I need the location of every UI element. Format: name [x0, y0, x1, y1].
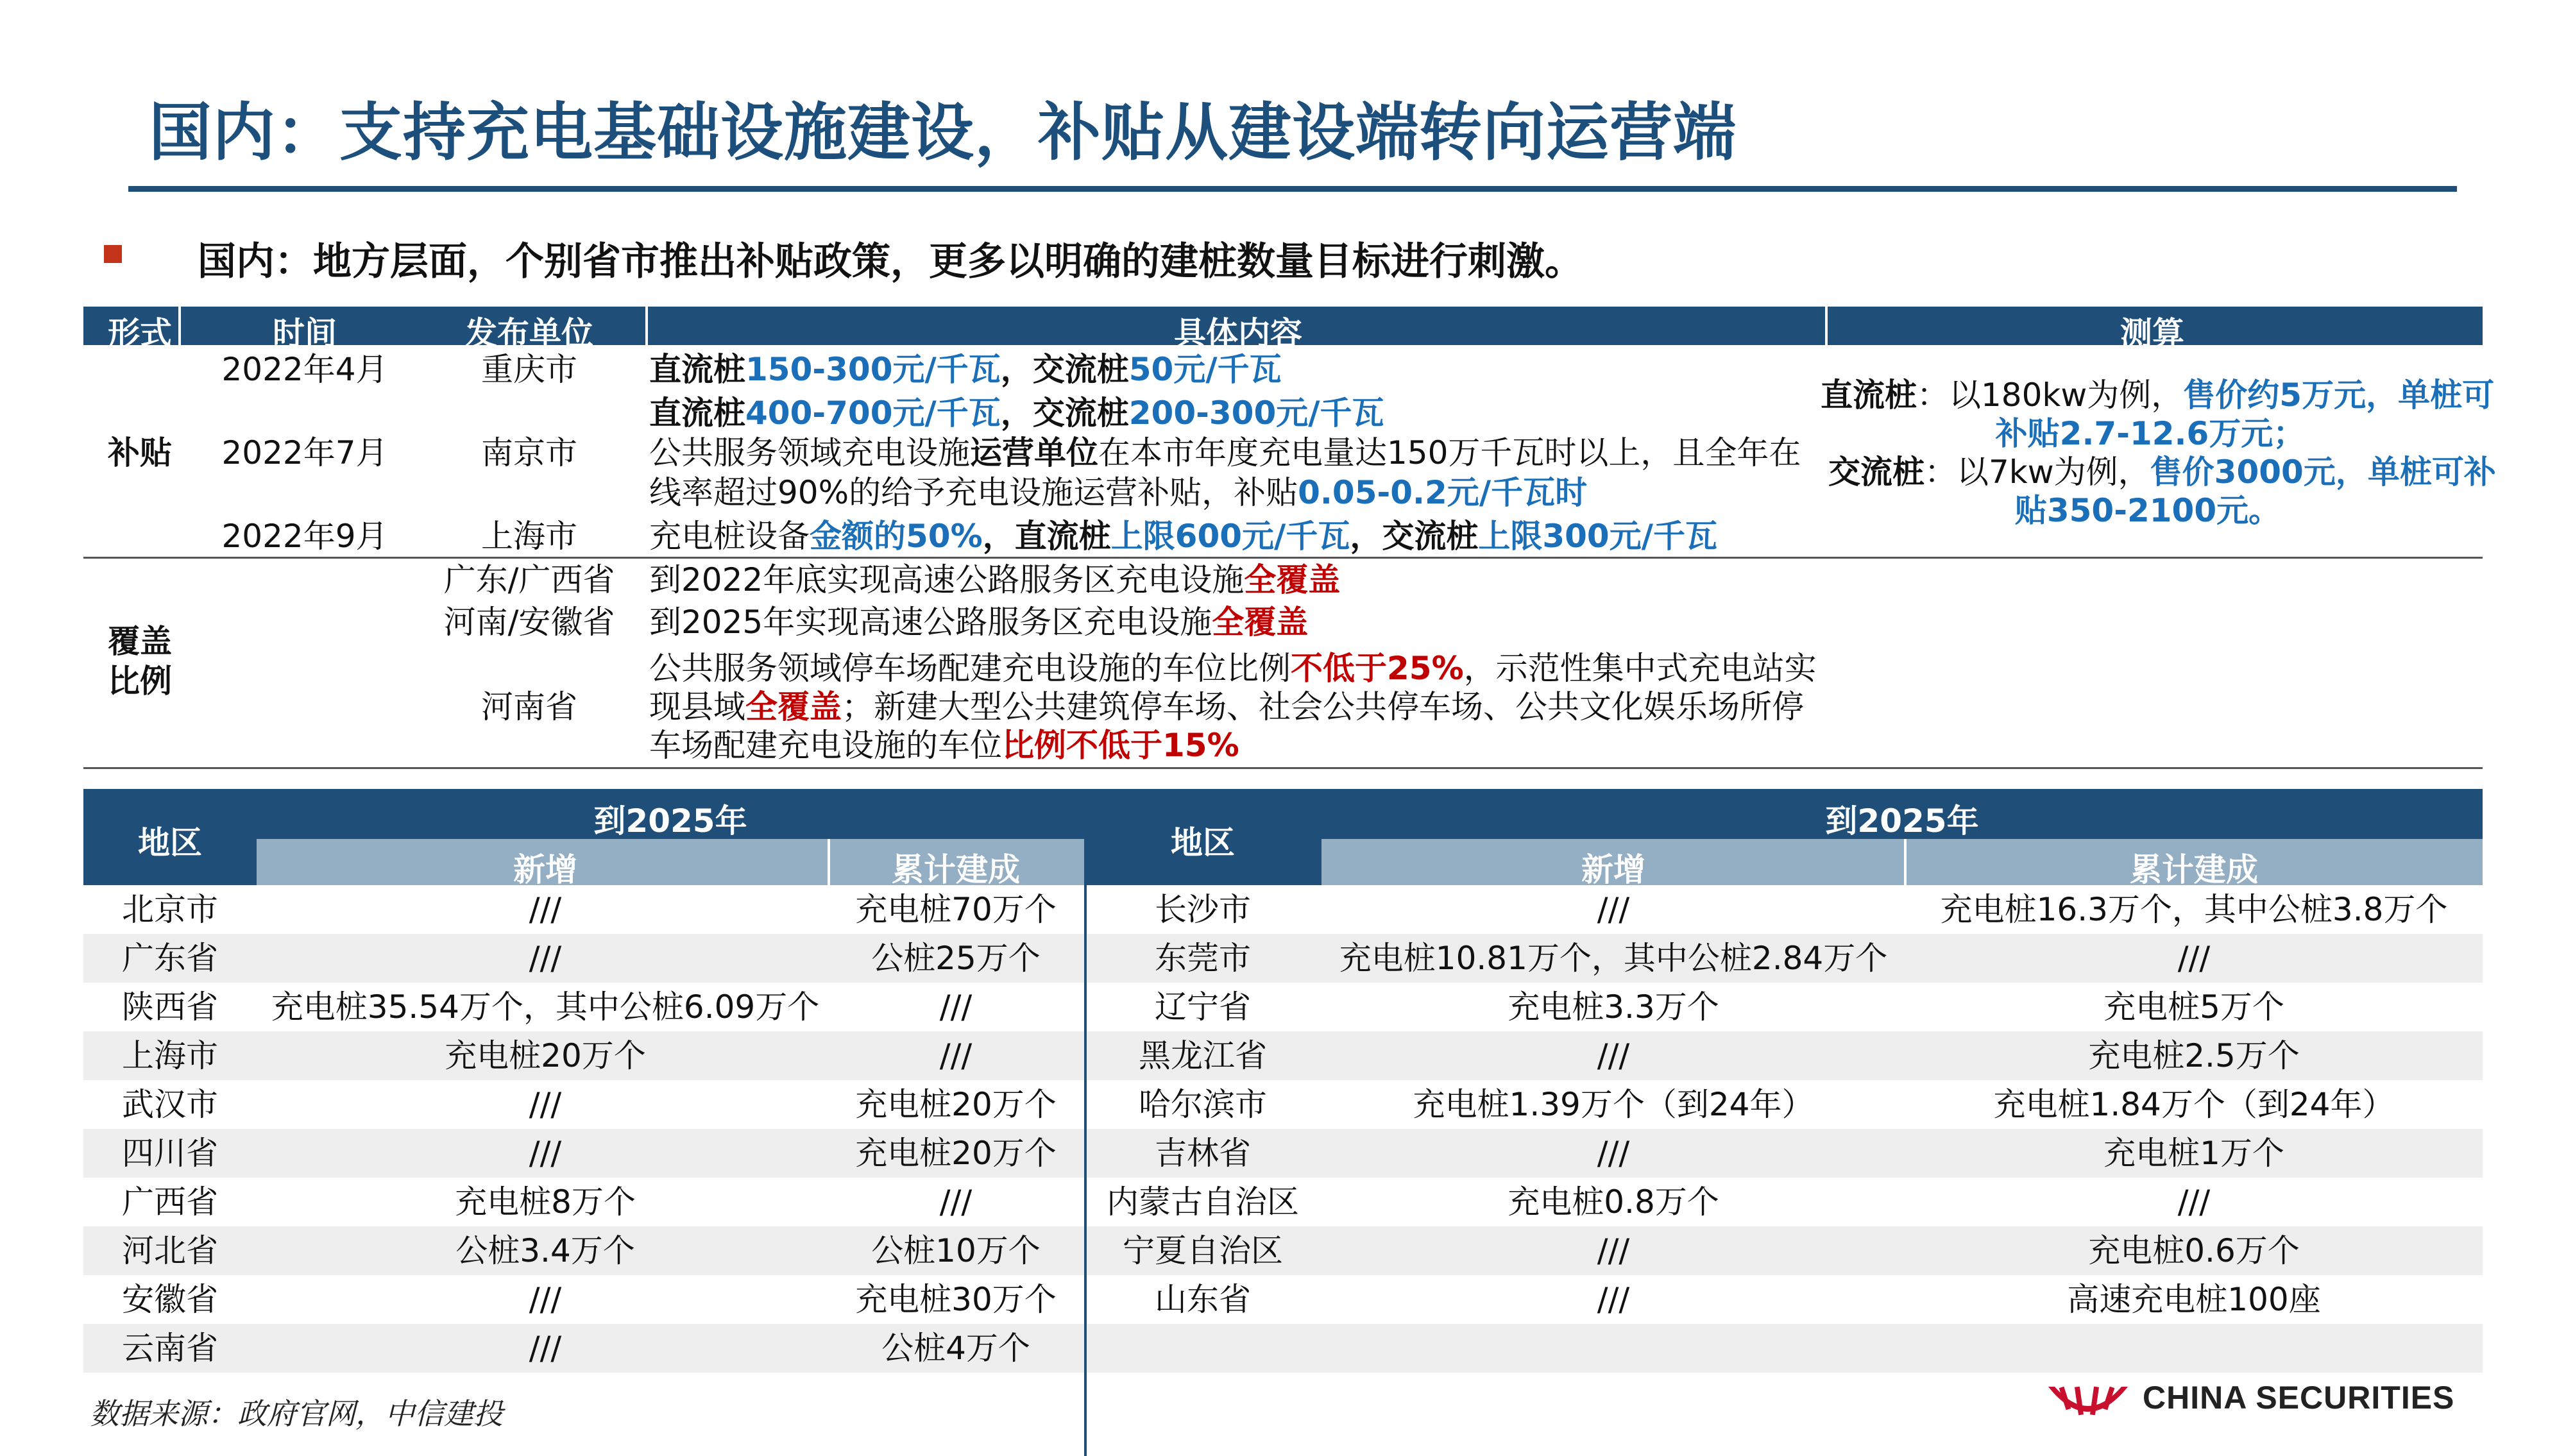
new-cell: /// — [529, 1281, 562, 1318]
new-cell: /// — [529, 1135, 562, 1172]
content-henan-anhui — [649, 603, 1308, 641]
row-stripe — [83, 934, 2483, 983]
logo-text: CHINA SECURITIES — [2143, 1380, 2455, 1416]
header-year-right: 到2025年 — [1825, 802, 1979, 840]
new-cell: /// — [529, 1330, 562, 1367]
subtitle: 国内：地方层面，个别省市推出补贴政策，更多以明确的建桩数量目标进行刺激。 — [198, 239, 1583, 284]
cumulative-cell: 充电桩30万个 — [855, 1281, 1057, 1318]
text-run: 在本市年度充电量达150万千瓦时以上，且全年在 — [1098, 434, 1801, 471]
text-run: 到2022年底实现高速公路服务区充电设施 — [649, 561, 1245, 598]
unit-cell: 广东/广西省 — [443, 561, 615, 598]
cumulative-cell: 充电桩20万个 — [855, 1086, 1057, 1123]
content-guangdong — [649, 561, 1340, 599]
region-cell: 黑龙江省 — [1139, 1037, 1267, 1074]
unit-cell: 河南省 — [481, 688, 577, 725]
new-cell: 充电桩0.8万个 — [1508, 1183, 1719, 1221]
text-run: 公共服务领域停车场配建充电设施的车位比例 — [649, 650, 1291, 687]
content-nanjing-1 — [649, 394, 1384, 432]
text-run: 比例不低于15% — [1002, 727, 1239, 764]
text-run: ，直流桩 — [982, 518, 1111, 555]
new-cell: /// — [1597, 1135, 1630, 1172]
china-securities-logo — [2043, 1373, 2467, 1430]
header-cumulative-right: 累计建成 — [2130, 851, 2258, 888]
data-source-note: 数据来源：政府官网，中信建投 — [90, 1396, 503, 1431]
cumulative-cell: 公桩25万个 — [871, 940, 1041, 977]
content-chongqing — [649, 350, 1282, 389]
text-run: 现县域 — [649, 688, 745, 725]
time-cell: 2022年9月 — [221, 518, 388, 555]
text-run: ，交流桩 — [1350, 518, 1479, 555]
text-run: 运营单位 — [970, 434, 1098, 471]
text-run: 上限600元/千瓦 — [1110, 518, 1350, 555]
text-run: ；新建大型公共建筑停车场、社会公共停车场、公共文化娱乐场所停 — [842, 688, 1804, 725]
header-new-right: 新增 — [1581, 851, 1645, 888]
new-cell: /// — [1597, 1037, 1630, 1074]
text-run: ：以7kw为例， — [1924, 453, 2150, 491]
text-run: 150-300元/千瓦 — [745, 351, 1001, 388]
header-cumulative-left: 累计建成 — [892, 851, 1020, 888]
target-subheader-right — [1321, 839, 2483, 885]
header-region-right: 地区 — [1171, 824, 1235, 861]
bullet-square-icon — [104, 245, 122, 263]
region-cell: 广东省 — [122, 940, 218, 977]
cumulative-cell: /// — [939, 988, 973, 1026]
cumulative-cell: 高速充电桩100座 — [2067, 1281, 2321, 1318]
china-securities-emblem-icon — [2043, 1373, 2133, 1430]
title-divider — [128, 186, 2457, 192]
text-run: 线率超过90%的给予充电设施运营补贴，补贴 — [649, 474, 1298, 511]
text-run: 全覆盖 — [1212, 604, 1309, 641]
table-split — [1084, 885, 1087, 1373]
new-cell: /// — [1597, 891, 1630, 928]
subheader-separator — [828, 839, 830, 885]
coverage-label-1: 覆盖 — [108, 623, 172, 660]
cumulative-cell: /// — [939, 1037, 973, 1074]
header-new-left: 新增 — [513, 851, 577, 888]
text-run: 售价约5万元，单桩可 — [2183, 377, 2495, 414]
header-separator — [645, 307, 648, 345]
text-run: ，交流桩 — [1000, 351, 1129, 388]
unit-cell: 河南/安徽省 — [443, 604, 615, 641]
content-nanjing-3 — [649, 473, 1587, 512]
cumulative-cell: 充电桩5万个 — [2103, 988, 2284, 1026]
header-form: 形式 — [108, 315, 172, 352]
region-cell: 长沙市 — [1155, 891, 1251, 928]
text-run: ：以180kw为例， — [1917, 377, 2184, 414]
content-henan-2 — [649, 688, 1804, 726]
new-cell: /// — [1597, 1232, 1630, 1269]
text-run: 金额的50% — [810, 518, 983, 555]
text-run: 直流桩 — [1821, 377, 1917, 414]
text-run: 售价3000元，单桩可补 — [2150, 453, 2496, 491]
region-cell: 吉林省 — [1155, 1135, 1251, 1172]
region-cell: 四川省 — [122, 1135, 218, 1172]
region-cell: 山东省 — [1155, 1281, 1251, 1318]
row-stripe — [83, 1324, 2483, 1373]
header-unit: 发布单位 — [465, 315, 593, 352]
region-cell: 广西省 — [122, 1183, 218, 1221]
content-henan-3 — [649, 726, 1239, 765]
text-run: ，示范性集中式充电站实 — [1463, 650, 1817, 687]
estimate-ac-1 — [1828, 453, 2496, 491]
time-cell: 2022年4月 — [221, 351, 388, 388]
text-run: 交流桩 — [1828, 453, 1924, 491]
new-cell: 公桩3.4万个 — [455, 1232, 635, 1269]
cumulative-cell: 充电桩1万个 — [2103, 1135, 2284, 1172]
text-run: 全覆盖 — [745, 688, 842, 725]
text-run: 全覆盖 — [1244, 561, 1341, 598]
header-content: 具体内容 — [1174, 315, 1302, 352]
text-run: 车场配建充电设施的车位 — [649, 727, 1002, 764]
region-cell: 安徽省 — [122, 1281, 218, 1318]
text-run: 50元/千瓦 — [1128, 351, 1282, 388]
text-run: 直流桩 — [649, 394, 745, 432]
text-run: 到2025年实现高速公路服务区充电设施 — [649, 604, 1212, 641]
region-cell: 哈尔滨市 — [1139, 1086, 1267, 1123]
header-separator — [1825, 307, 1828, 345]
new-cell: /// — [529, 891, 562, 928]
estimate-dc-1 — [1821, 376, 2494, 414]
subheader-separator — [1904, 839, 1907, 885]
header-year-left: 到2025年 — [593, 802, 747, 840]
content-nanjing-2 — [649, 434, 1801, 472]
new-cell: 充电桩10.81万个，其中公桩2.84万个 — [1339, 940, 1888, 977]
region-cell: 陕西省 — [122, 988, 218, 1026]
cumulative-cell: 充电桩20万个 — [855, 1135, 1057, 1172]
cumulative-cell: 充电桩1.84万个（到24年） — [1993, 1086, 2395, 1123]
content-shanghai — [649, 517, 1717, 555]
text-run: ，交流桩 — [1000, 394, 1129, 432]
coverage-label-2: 比例 — [108, 663, 172, 700]
region-cell: 武汉市 — [122, 1086, 218, 1123]
text-run: 400-700元/千瓦 — [745, 394, 1001, 432]
new-cell: 充电桩20万个 — [445, 1037, 646, 1074]
header-region-left: 地区 — [138, 824, 202, 861]
region-cell: 辽宁省 — [1155, 988, 1251, 1026]
text-run: 直流桩 — [649, 351, 745, 388]
text-run: 200-300元/千瓦 — [1128, 394, 1384, 432]
new-cell: 充电桩1.39万个（到24年） — [1413, 1086, 1814, 1123]
cumulative-cell: /// — [939, 1183, 973, 1221]
region-cell: 上海市 — [122, 1037, 218, 1074]
cumulative-cell: 充电桩70万个 — [855, 891, 1057, 928]
new-cell: 充电桩3.3万个 — [1508, 988, 1719, 1026]
cumulative-cell: 充电桩2.5万个 — [2088, 1037, 2300, 1074]
table-bottom-border — [83, 767, 2483, 769]
region-cell: 云南省 — [122, 1330, 218, 1367]
region-cell: 北京市 — [122, 891, 218, 928]
cumulative-cell: 充电桩0.6万个 — [2088, 1232, 2300, 1269]
new-cell: 充电桩35.54万个，其中公桩6.09万个 — [271, 988, 820, 1026]
region-cell: 内蒙古自治区 — [1107, 1183, 1299, 1221]
unit-cell: 重庆市 — [481, 351, 577, 388]
cumulative-cell: 充电桩16.3万个，其中公桩3.8万个 — [1940, 891, 2448, 928]
content-henan-1 — [649, 649, 1817, 688]
new-cell: /// — [1597, 1281, 1630, 1318]
header-separator — [178, 307, 181, 345]
cumulative-cell: 公桩10万个 — [871, 1232, 1041, 1269]
region-cell: 东莞市 — [1155, 940, 1251, 977]
time-cell: 2022年7月 — [221, 434, 388, 471]
new-cell: /// — [529, 940, 562, 977]
cumulative-cell: /// — [2177, 1183, 2211, 1221]
header-estimate: 测算 — [2120, 315, 2184, 352]
section-divider — [83, 557, 2483, 559]
region-cell: 宁夏自治区 — [1123, 1232, 1283, 1269]
subsidy-label: 补贴 — [108, 434, 172, 471]
text-run: 不低于25% — [1291, 650, 1464, 687]
text-run: 上限300元/千瓦 — [1478, 518, 1717, 555]
region-cell: 河北省 — [122, 1232, 218, 1269]
cumulative-cell: /// — [2177, 940, 2211, 977]
text-run: 0.05-0.2元/千瓦时 — [1298, 474, 1588, 511]
page-title: 国内：支持充电基础设施建设，补贴从建设端转向运营端 — [149, 96, 1737, 169]
text-run: 充电桩设备 — [649, 518, 810, 555]
estimate-ac-2: 贴350-2100元。 — [2014, 492, 2281, 529]
new-cell: /// — [529, 1086, 562, 1123]
cumulative-cell: 公桩4万个 — [881, 1330, 1030, 1367]
header-time: 时间 — [273, 315, 337, 352]
estimate-dc-2: 补贴2.7-12.6万元； — [1995, 415, 2306, 452]
text-run: 公共服务领域充电设施 — [649, 434, 970, 471]
new-cell: 充电桩8万个 — [455, 1183, 636, 1221]
unit-cell: 上海市 — [481, 518, 577, 555]
unit-cell: 南京市 — [481, 434, 577, 471]
